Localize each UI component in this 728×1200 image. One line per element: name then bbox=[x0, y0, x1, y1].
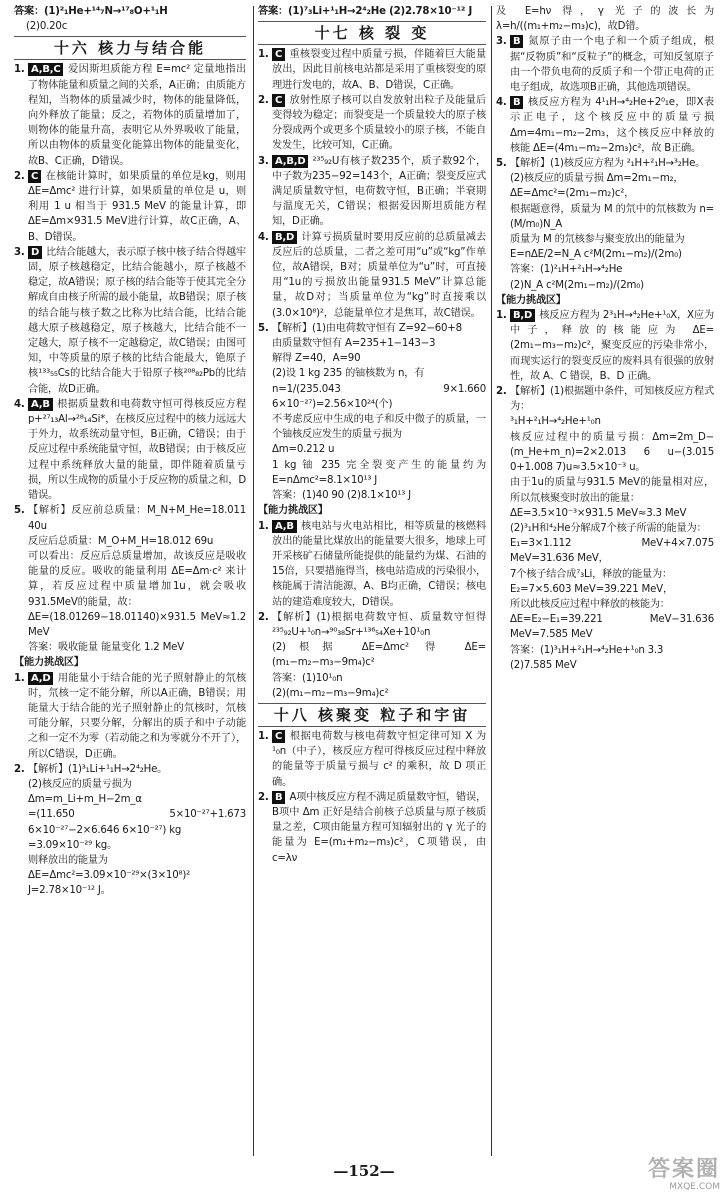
item-text bbox=[272, 230, 486, 321]
item-text bbox=[510, 156, 714, 293]
list-item bbox=[14, 397, 246, 503]
answer-badge: D bbox=[28, 246, 42, 259]
item-number: 1. bbox=[14, 64, 25, 76]
item-text bbox=[272, 47, 486, 93]
answer-badge: A,B bbox=[28, 398, 53, 411]
item-text bbox=[272, 519, 486, 610]
item-number: 2. bbox=[496, 386, 507, 398]
watermark-text: 答案圈 bbox=[647, 1157, 720, 1182]
list-item bbox=[258, 519, 486, 610]
item-number: 5. bbox=[496, 158, 507, 170]
item-body: 核反应方程为 2³₁H→⁴₂He+¹₀X，X应为中子，释放的核能应为 ΔE=(2m₁−m₃−m₂)c²，聚变反应的污染非常小，而现实运行的裂变反应的废料具有很强的放射性，故 A、C 错误，B、D 正确。 bbox=[510, 310, 714, 382]
item-text bbox=[28, 62, 246, 168]
list-item bbox=[258, 230, 486, 321]
answer-badge: A,B bbox=[272, 520, 297, 533]
item-number: 2. bbox=[14, 170, 25, 182]
item-body: 核电站与火电站相比，相等质量的核燃料放出的能量比煤放出的能量要大很多，地球上可开采核矿石储量所能提供的能量约为煤、石油的15倍，只要措施得当，核电站造成的污染很小，核能属于清洁能源，A、B均正确，C错误；核电站的建造难度较大，D错误。 bbox=[272, 520, 486, 608]
challenge-heading: 【能力挑战区】 bbox=[258, 505, 328, 517]
list-item bbox=[14, 62, 246, 168]
item-text bbox=[28, 397, 246, 503]
page bbox=[14, 4, 714, 1164]
list-item bbox=[258, 47, 486, 93]
challenge-list bbox=[14, 671, 246, 899]
item-text bbox=[28, 245, 246, 397]
item-body: 在核能计算时，如果质量的单位是kg，则用 ΔE=Δmc² 进行计算，如果质量的单位是 u，则利用 1 u 相当于 931.5 MeV 的能量计算，即 ΔE=Δm×931.5 MeV进行计算，故C正确，A、B、D错误。 bbox=[28, 170, 246, 243]
item-text bbox=[272, 93, 486, 154]
answer-badge: B bbox=[510, 96, 523, 109]
item-body: 放射性原子核可以自发放射出粒子及能量后变得较为稳定；而裂变是一个质量较大的原子核分裂成两个或更多个质量较小的原子核，不能自发发生，比较可知，C正确。 bbox=[272, 94, 486, 152]
column-divider bbox=[491, 6, 492, 1156]
list-item bbox=[14, 503, 246, 655]
item-number: 1. bbox=[258, 49, 269, 61]
list-item bbox=[496, 384, 714, 673]
list-item bbox=[258, 321, 486, 503]
list-item bbox=[14, 671, 246, 762]
answer-badge: B,D bbox=[510, 309, 535, 322]
item-number: 1. bbox=[496, 310, 507, 322]
list-item bbox=[496, 95, 714, 156]
challenge-list bbox=[258, 519, 486, 701]
item-text bbox=[28, 503, 246, 655]
item-list bbox=[496, 34, 714, 292]
item-number: 2. bbox=[258, 94, 269, 106]
item-text bbox=[272, 321, 486, 503]
page-number: —152— bbox=[333, 1162, 395, 1180]
challenge-heading: 【能力挑战区】 bbox=[496, 294, 566, 306]
item-list bbox=[258, 729, 486, 866]
list-item bbox=[496, 156, 714, 293]
item-text bbox=[272, 610, 486, 701]
item-text bbox=[510, 95, 714, 156]
answer-badge: C bbox=[28, 170, 41, 183]
item-list bbox=[258, 47, 486, 503]
item-number: 3. bbox=[496, 36, 507, 48]
item-number: 1. bbox=[258, 520, 269, 532]
item-text bbox=[510, 34, 714, 95]
continued-text: 及 E=hν 得，γ 光子的波长为 λ=h/((m₁+m₂−m₃)c)，故D错。 bbox=[496, 6, 714, 33]
item-body: 比结合能越大，表示原子核中核子结合得越牢固，原子核越稳定，比结合能越小，原子核越不稳定，故A错误；原子核的结合能等于使其完全分解成自由核子所需的最小能量，故B错误；原子核的结合能与核子数之比称为比结合能，比结合能越大原子核越稳定，原子核越大，比结合能不一定越大，原子核不一定越稳定，故C错误；由图可知，中等质量的原子核的比结合能最大，铯原子核¹³³₅₅Cs的比结合能大于铅原子核²⁰⁸₈₂Pb的比结合能，故D正确。 bbox=[28, 246, 246, 395]
watermark-url: MXQE.COM bbox=[669, 1182, 720, 1192]
section-title: 十六 核力与结合能 bbox=[14, 36, 246, 60]
list-item bbox=[14, 762, 246, 899]
item-body: 【解析】(1)³₁Li+¹₁H→2⁴₂He。 (2)核反应的质量亏损为 Δm=m_Li+m_H−2m_α =(11.650 5×10⁻²⁷+1.673 6×10⁻²⁷−2×6.646 6×10⁻²⁷) kg =3.09×10⁻²⁹ kg。 则释放出的能量为 ΔE=Δmc²=3.09×10⁻²⁹×(3×10⁸)² J=2.78×10⁻¹² J。 bbox=[28, 763, 246, 897]
item-list bbox=[14, 62, 246, 655]
item-number: 3. bbox=[14, 246, 25, 258]
answer-badge: A,D bbox=[28, 672, 53, 685]
answer-badge: B bbox=[272, 791, 285, 804]
watermark-logo bbox=[600, 1158, 720, 1198]
item-body: 【解析】(1)由电荷数守恒有 Z=92−60+8 由质量数守恒有 A=235+1−143−3 解得 Z=40，A=90 (2)设 1 kg 235 的铀核数为 n，有 n=1/(235.043 9×1.660 6×10⁻²⁷)=2.56×10²⁴(个) 不考虑反应中生成的电子和反中微子的质量，一个铀核反应发生的质量亏损为 Δm=0.212 u 1 kg 铀 235 完全裂变产生的能量约为 E=nΔmc²=8.1×10¹³ J 答案：(1)40 90 (2)8.1×10¹³ J bbox=[272, 322, 486, 502]
challenge-heading: 【能力挑战区】 bbox=[14, 657, 84, 669]
item-text bbox=[272, 154, 486, 230]
item-text bbox=[272, 729, 486, 790]
list-item bbox=[496, 34, 714, 95]
list-item bbox=[496, 308, 714, 384]
item-body: 【解析】(1)根据电荷数守恒、质量数守恒得 ²³⁵₉₂U+¹₀n→⁹⁰₃₈Sr+¹³⁶₅₄Xe+10¹₀n (2)根据 ΔE=Δmc² 得 ΔE=(m₁−m₂−m₃−9m₄)c² 答案：(1)10¹₀n (2)(m₁−m₂−m₃−9m₄)c² bbox=[272, 611, 486, 699]
item-text bbox=[272, 790, 486, 866]
item-text bbox=[28, 671, 246, 762]
list-item bbox=[258, 93, 486, 154]
item-number: 2. bbox=[258, 611, 269, 623]
item-text bbox=[28, 169, 246, 245]
list-item bbox=[14, 169, 246, 245]
column-divider bbox=[253, 6, 254, 1156]
list-item bbox=[258, 610, 486, 701]
item-number: 4. bbox=[14, 398, 25, 410]
item-text bbox=[510, 308, 714, 384]
answer-badge: A,B,C bbox=[28, 63, 63, 76]
challenge-list bbox=[496, 308, 714, 673]
item-body: 重核裂变过程中质量亏损，伴随着巨大能量放出，因此目前核电站都是采用了重核裂变的原理进行发电的，故A、B、D错误，C正确。 bbox=[272, 49, 486, 91]
item-number: 3. bbox=[258, 155, 269, 167]
item-body: 【解析】(1)根据题中条件，可知核反应方程式为： ³₁H+²₁H→⁴₂He+¹₀n 核反应过程中的质量亏损：Δm=2m_D−(m_He+m_n)=2×2.013 6 u−(3.015 0+1.008 7)u≈3.5×10⁻³ u。 由于1u的质量与931.5 MeV的能量相对应，所以氘核聚变时放出的能量： ΔE=3.5×10⁻³×931.5 MeV≈3.3 MeV (2)³₁H和⁴₂He分解成7个核子所需的能量为： E₁=3×1.112 MeV+4×7.075 MeV=31.636 MeV， 7个核子结合成⁷₃Li，释放的能量为： E₂=7×5.603 MeV=39.221 MeV， 所以此核反应过程中释放的核能为： ΔE=E₂−E₁=39.221 MeV−31.636 MeV=7.585 MeV 答案：(1)³₁H+²₁H→⁴₂He+¹₀n 3.3 (2)7.585 MeV bbox=[510, 386, 714, 671]
item-body: 氮原子由一个电子和一个质子组成，根据“反物质”和“反粒子”的概念，可知反氢原子由一个带负电荷的反质子和一个带正电荷的正电子组成，故选项B正确，其他选项错误。 bbox=[510, 36, 714, 94]
item-text bbox=[28, 762, 246, 899]
answer-badge: B bbox=[510, 35, 523, 48]
item-body: ²³⁵₉₂U有核子数235个，质子数92个，中子数为235−92=143个，A正确；裂变反应式满足质量数守恒，电荷数守恒，B正确；半衰期与温度无关，C错误；根据爱因斯坦质能方程知，D正确。 bbox=[272, 155, 486, 228]
item-body: 根据电荷数与核电荷数守恒定律可知 X 为 ¹₀n（中子），核反应方程可得核反应过程中释放的能量等于质量亏损与 c² 的乘积，故 D 项正确。 bbox=[272, 730, 486, 788]
list-item bbox=[258, 729, 486, 790]
item-number: 2. bbox=[258, 791, 269, 803]
item-number: 4. bbox=[496, 97, 507, 109]
item-number: 1. bbox=[14, 672, 25, 684]
answer-badge: C bbox=[272, 48, 285, 61]
item-body: 爱因斯坦质能方程 E=mc² 定量地指出了物体能量和质量之间的关系，A正确；由质能方程知，当物体的质量减少时，物体的能量降低，向外释放了能量；反之，若物体的质量增加了，则物体的能量升高，表明它从外界吸收了能量，所以由物体的质量变化能算出物体的能量变化，故B、C正确，D错误。 bbox=[28, 64, 246, 167]
answer-line: 答案：(1)⁷₃Li+¹₁H→2⁴₂He (2)2.78×10⁻¹² J bbox=[258, 6, 473, 17]
item-body: 根据质量数和电荷数守恒可得核反应方程p+²⁷₁₃Al→²⁸₁₄Si*，在核反应过程中的核力远远大于外力，故系统动量守恒，B正确，C错误；由于反应过程中系统能量守恒，故B错误；由于核反应过程中系统释放大量的能量，即伴随着质量亏损，所以生成物的质量小于反应物的质量之和，D错误。 bbox=[28, 398, 246, 502]
answer-line: (2)0.20c bbox=[26, 21, 68, 33]
item-text bbox=[510, 384, 714, 673]
answer-badge: C bbox=[272, 94, 285, 107]
item-number: 5. bbox=[258, 322, 269, 334]
item-number: 4. bbox=[258, 231, 269, 243]
item-body: 【解析】(1)核反应方程为 ²₁H+²₁H→³₂He。 (2)核反应的质量亏损 Δm=2m₁−m₂， ΔE=Δmc²=(2m₁−m₂)c²， 根据题意得，质量为 M 的氘中的氘核数为 n=(M/m₀)N_A 质量为 M 的氘核参与聚变放出的能量为 E=nΔE/2=N_A c²M(2m₁−m₂)/(2m₀) 答案：(1)²₁H+²₁H→⁴₂He (2)N_A c²M(2m₁−m₂)/(2m₀) bbox=[510, 158, 714, 291]
item-body: 【解析】反应前总质量：M_N+M_He=18.011 40u 反应后总质量：M_O+M_H=18.012 69u 可以看出：反应后总质量增加，故该反应是吸收能量的反应。吸收的能量利用 ΔE=Δm·c² 来计算，若反应过程中质量增加1u，就会吸收931.5MeV的能量，故： ΔE=(18.01269−18.01140)×931.5 MeV≈1.2 MeV 答案：吸收能量 能量变化 1.2 MeV bbox=[28, 505, 246, 654]
item-body: 计算亏损质量时要用反应前的总质量减去反应后的总质量，二者之差可用“u”或“kg”作单位，故A错误，B对；质量单位为“u”时，可直接用“1u的亏损放出能量931.5 MeV”计算总能量，故D对；当质量单位为“kg”时直接乘以(3.0×10⁸)²，总能量单位才是焦耳，故C错误。 bbox=[272, 231, 486, 319]
list-item bbox=[258, 154, 486, 230]
item-number: 2. bbox=[14, 763, 25, 775]
section-title: 十八 核聚变 粒子和宇宙 bbox=[258, 703, 486, 727]
column-2 bbox=[258, 4, 486, 866]
section-title: 十七 核 裂 变 bbox=[258, 21, 486, 45]
answer-line: 答案：(1)²₁He+¹⁴₇N→¹⁷₈O+¹₁H bbox=[14, 6, 168, 17]
list-item bbox=[258, 790, 486, 866]
answer-badge: A,B,D bbox=[272, 155, 308, 168]
item-number: 5. bbox=[14, 505, 25, 517]
item-body: 用能量小于结合能的光子照射静止的氘核时，氘核一定不能分解，所以A正确，B错误；用能量大于结合能的光子照射静止的氘核时，氘核可能分解，只要分解，分解出的质子和中子动能之和一定不为零（若动能之和为零就分不开了），所以C错误，D正确。 bbox=[28, 672, 246, 760]
list-item bbox=[14, 245, 246, 397]
item-body: 核反应方程为 4¹₁H→⁴₂He+2⁰₁e，即X表示正电子，这个核反应中的质量亏损 Δm=4m₁−m₂−2m₃，这个核反应中释放的核能 ΔE=(4m₁−m₂−2m₃)c²，故 B正确。 bbox=[510, 97, 714, 154]
column-1 bbox=[14, 4, 246, 899]
column-3 bbox=[496, 4, 714, 673]
answer-badge: B,D bbox=[272, 231, 297, 244]
item-number: 1. bbox=[258, 730, 269, 742]
answer-badge: C bbox=[272, 730, 285, 743]
item-body: A项中核反应方程不满足质量数守恒，错误，B项中 Δm 正好是结合前核子总质量与原子核质量之差，C项由能量方程可知辐射出的 γ 光子的能量为 E=(m₁+m₂−m₃)c²，C项错误，由 c=λν bbox=[272, 791, 486, 864]
